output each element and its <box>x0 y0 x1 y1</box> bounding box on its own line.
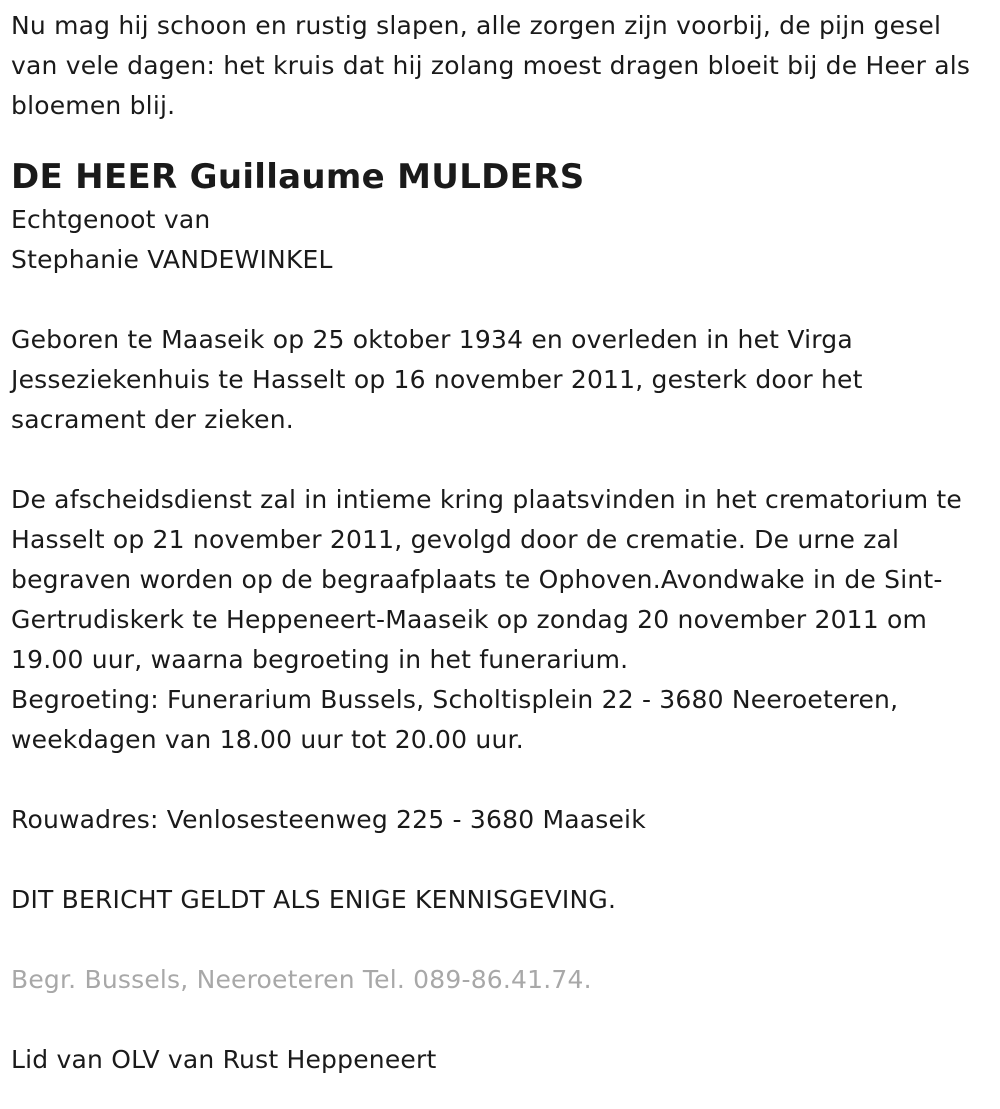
spacer <box>11 840 986 880</box>
spacer <box>11 280 986 320</box>
spacer <box>11 126 986 154</box>
service-paragraph: De afscheidsdienst zal in intieme kring plaatsvinden in het crematorium te Hasselt op 21 november 2011, gevolgd door de crematie. De urne zal begraven worden op de begraafplaats te Ophoven.Avondwake in de Sint-Gertrudiskerk te Heppeneert-Maaseik op zondag 20 november 2011 om 19.00 uur, waarna begroeting in het funerarium. <box>11 485 962 674</box>
spacer <box>11 920 986 960</box>
deceased-name: DE HEER Guillaume MULDERS <box>11 157 585 197</box>
spacer <box>11 760 986 800</box>
spacer <box>11 1000 986 1040</box>
visitation-paragraph: Begroeting: Funerarium Bussels, Scholtisplein 22 - 3680 Neeroeteren, weekdagen van 18.00 uur tot 20.00 uur. <box>11 685 899 754</box>
notice-statement: DIT BERICHT GELDT ALS ENIGE KENNISGEVING. <box>11 885 617 914</box>
spouse-name: Stephanie VANDEWINKEL <box>11 245 333 274</box>
spacer <box>11 440 986 480</box>
relation-label: Echtgenoot van <box>11 205 211 234</box>
membership-line: Lid van OLV van Rust Heppeneert <box>11 1045 437 1074</box>
memorial-verse: Nu mag hij schoon en rustig slapen, alle zorgen zijn voorbij, de pijn gesel van vele dagen: het kruis dat hij zolang moest dragen bloeit bij de Heer als bloemen blij. <box>11 11 971 120</box>
birth-death-paragraph: Geboren te Maaseik op 25 oktober 1934 en overleden in het Virga Jesseziekenhuis te Hasselt op 16 november 2011, gesterk door het sacrament der zieken. <box>11 325 863 434</box>
mourning-address: Rouwadres: Venlosesteenweg 225 - 3680 Maaseik <box>11 805 646 834</box>
obituary-document <box>11 6 986 1080</box>
undertaker-info: Begr. Bussels, Neeroeteren Tel. 089-86.41.74. <box>11 965 592 994</box>
